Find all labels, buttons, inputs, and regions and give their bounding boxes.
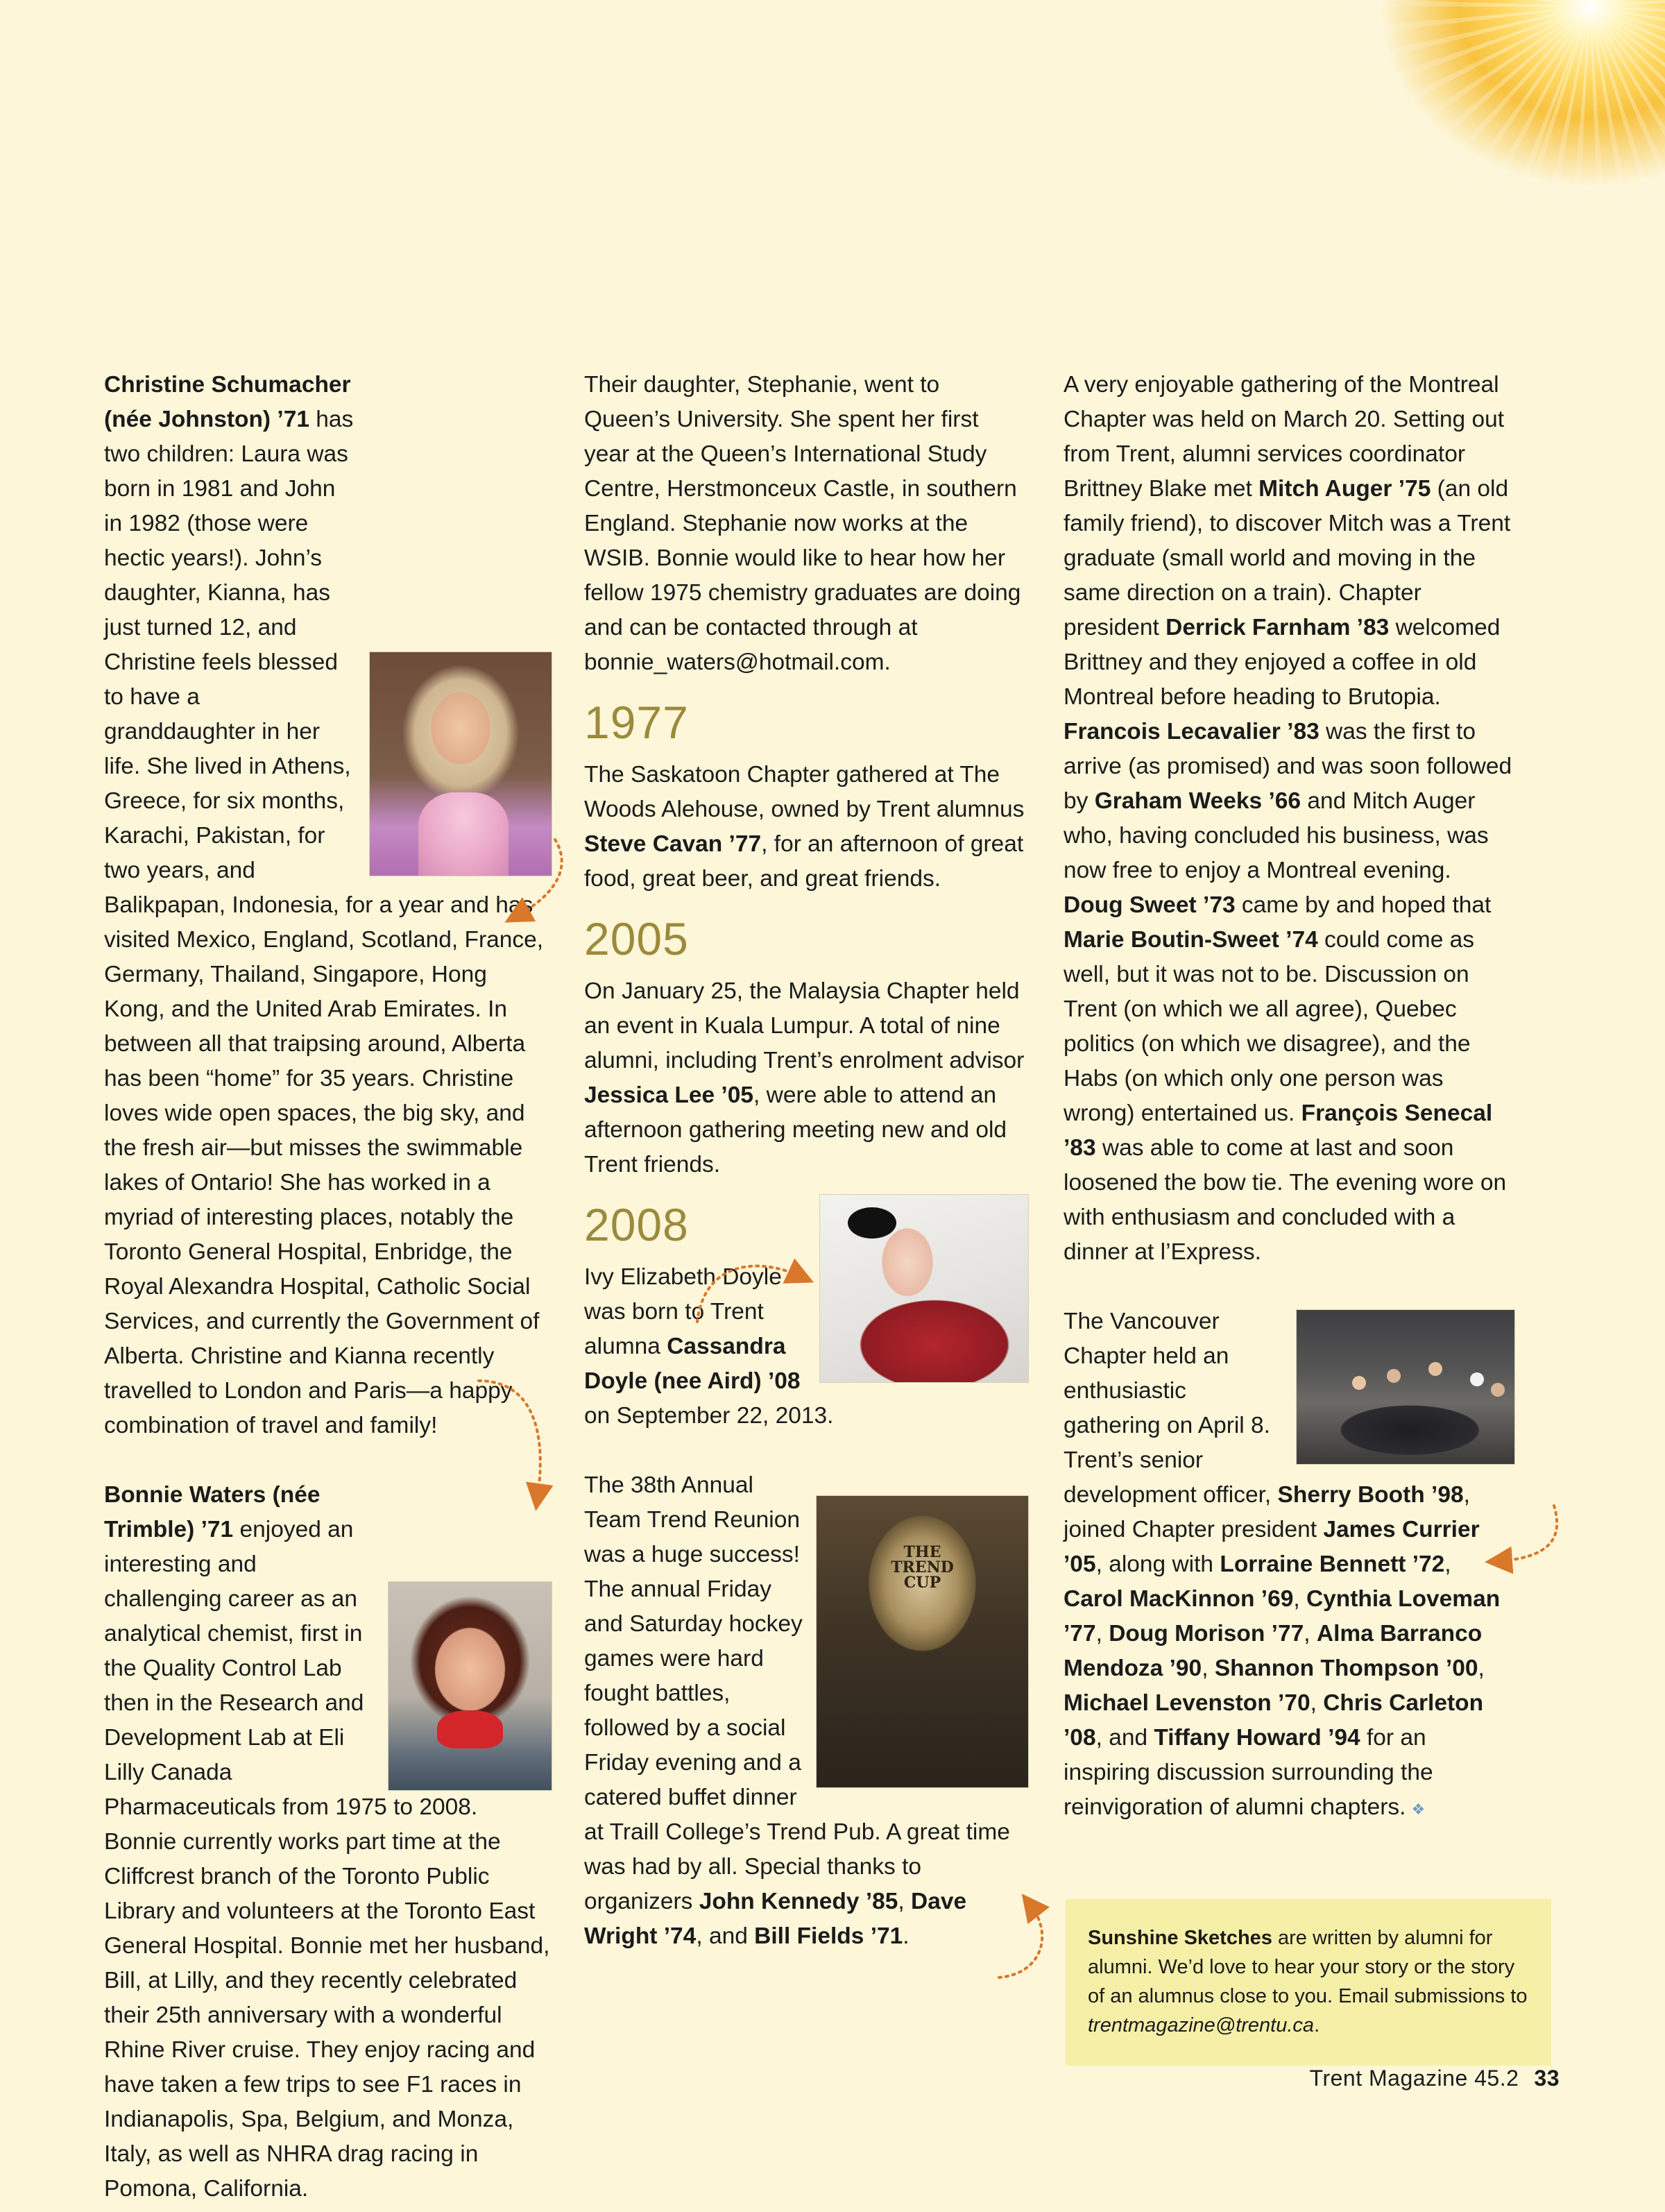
text: The Saskatoon Chapter gathered at The Woods Alehouse, owned by Trent alumnus: [584, 762, 1025, 822]
alumni-name: Sherry Booth ’98: [1277, 1482, 1464, 1508]
text: came by and hoped that: [1235, 892, 1492, 918]
alumni-name: Steve Cavan ’77: [584, 831, 762, 857]
alumni-name: Lorraine Bennett ’72: [1220, 1551, 1445, 1577]
arrow-vancouver-icon: [1498, 1506, 1557, 1561]
text: The Vancouver Chapter held an enthusiastic gathering on April 8. Trent’s senior development officer,: [1064, 1309, 1278, 1508]
text: A very enjoyable gathering of the Montreal Chapter was held on March 20. Setting out from Trent, alumni services coordinator Brittney Blake met: [1064, 372, 1505, 502]
alumni-name: Cassandra Doyle (nee Aird) ’08: [584, 1334, 801, 1394]
alumni-name: Bill Fields ’71: [754, 1923, 903, 1949]
text: ,: [1444, 1551, 1451, 1577]
alumni-name: Michael Levenston ’70: [1064, 1690, 1310, 1716]
text: On January 25, the Malaysia Chapter held an event in Kuala Lumpur. A total of nine alumni, including Trent’s enrolment advisor: [584, 978, 1025, 1073]
alumni-name: Cynthia Loveman ’77: [1064, 1586, 1501, 1647]
bonnie-text: enjoyed an interesting and challenging career as an analytical chemist, first in the Quality Control Lab then in the Research and Development Lab at Eli Lilly Canada Pharmaceuticals from 1975 to 2008. Bonnie currently works part time at the Cliffcrest branch of the Toronto Public Library and volunteers at the Toronto East General Hospital. Bonnie met her husband, Bill, at Lilly, and they recently celebrated their 25th anniversary with a wonderful Rhine River cruise. They enjoy racing and have taken a few trips to see F1 races in Indianapolis, Spa, Belgium, and Monza, Italy, as well as NHRA drag racing in Pomona, California.: [104, 1517, 550, 2202]
alumni-name: Francois Lecavalier ’83: [1064, 719, 1320, 745]
page-number: 33: [1534, 2066, 1560, 2091]
arrow-baby-icon: [697, 1266, 801, 1322]
alumni-name: François Senecal ’83: [1064, 1100, 1493, 1161]
text: , along with: [1095, 1551, 1220, 1577]
text: , joined Chapter president: [1064, 1482, 1470, 1542]
alumni-name: James Currier ’05: [1064, 1517, 1480, 1577]
alumni-name: Marie Boutin-Sweet ’74: [1064, 927, 1318, 953]
text: .: [903, 1923, 910, 1949]
text: , and: [1095, 1725, 1154, 1751]
alumni-name: Doug Morison ’77: [1109, 1621, 1304, 1647]
year-heading-1977: 1977: [584, 697, 689, 748]
note-text: are written by alumni for alumni. We’d love to hear your story or the story of an alumnus close to you. Email submissions to: [1088, 1927, 1528, 2007]
alumni-name: Carol MacKinnon ’69: [1064, 1586, 1294, 1612]
text: on September 22, 2013.: [584, 1403, 834, 1429]
year-heading-2008: 2008: [584, 1199, 689, 1250]
text: could come as well, but it was not to be. Discussion on Trent (on which we all agree), Quebec politics (on which we disagree), and the Habs (on which only one person was wrong) entertained us.: [1064, 927, 1475, 1126]
magazine-issue: Trent Magazine 45.2: [1309, 2066, 1519, 2091]
text: ,: [1478, 1656, 1485, 1681]
text: , for an afternoon of great food, great beer, and great friends.: [584, 831, 1024, 892]
text: welcomed Brittney and they enjoyed a coffee in old Montreal before heading to Brutopia.: [1064, 615, 1501, 710]
text: (an old family friend), to discover Mitch was a Trent graduate (small world and moving in the same direction on a train). Chapter president: [1064, 476, 1511, 640]
alumni-name: Tiffany Howard ’94: [1154, 1725, 1360, 1751]
alumni-name: Derrick Farnham ’83: [1166, 615, 1390, 640]
alumni-name: Alma Barranco Mendoza ’90: [1064, 1621, 1483, 1681]
christine-name: Christine Schumacher (née Johnston) ’71: [104, 372, 351, 432]
alumni-name: Graham Weeks ’66: [1094, 788, 1301, 814]
text: ,: [1202, 1656, 1215, 1681]
note-title: Sunshine Sketches: [1088, 1927, 1272, 1949]
text: The 38th Annual Team Trend Reunion was a huge success! The annual Friday and Saturday hockey games were hard fought battles, followed by a social Friday evening and a catered buffet dinner at Traill College’s Trend Pub. A great time was had by all. Special thanks to organizers: [584, 1472, 1010, 1914]
text: ,: [1310, 1690, 1324, 1716]
text: ,: [1095, 1621, 1109, 1647]
year-heading-2005: 2005: [584, 913, 689, 964]
note-email[interactable]: trentmagazine@trentu.ca: [1088, 2014, 1315, 2036]
arrow-bonnie-icon: [479, 1381, 540, 1497]
alumni-name: Mitch Auger ’75: [1258, 476, 1431, 502]
text: Ivy Elizabeth Doyle was born to Trent alumna: [584, 1264, 782, 1359]
christine-text: has two children: Laura was born in 1981 and John in 1982 (those were hectic years!). John’s daughter, Kianna, has just turned 12, and Christine feels blessed to have a granddaughter in her life. She lived in Athens, Greece, for six months, Karachi, Pakistan, for two years, and Balikpapan, Indonesia, for a year and has visited Mexico, England, Scotland, France, Germany, Thailand, Singapore, Hong Kong, and the United Arab Emirates. In between all that traipsing around, Alberta has been “home” for 35 years. Christine loves wide open spaces, the big sky, and the fresh air—but misses the swimmable lakes of Ontario! She has worked in a myriad of interesting places, notably the Toronto General Hospital, Enbridge, the Royal Alexandra Hospital, Catholic Social Services, and currently the Government of Alberta. Christine and Kianna recently travelled to London and Paris—a happy combination of travel and family!: [104, 407, 544, 1438]
text: was able to come at last and soon loosened the bow tie. The evening wore on with enthusiasm and concluded with a dinner at l’Express.: [1064, 1135, 1507, 1265]
bonnie-continued: Their daughter, Stephanie, went to Queen’s University. She spent her first year at the Queen’s International Study Centre, Herstmonceux Castle, in southern England. Stephanie now works at the WSIB. Bonnie would like to hear how her fellow 1975 chemistry graduates are doing and can be contacted through at bonnie_waters@hotmail.com.: [584, 372, 1021, 675]
alumni-name: Dave Wright ’74: [584, 1889, 967, 1949]
text: and Mitch Auger who, having concluded his business, was now free to enjoy a Montreal evening.: [1064, 788, 1489, 883]
alumni-name: Jessica Lee ’05: [584, 1082, 754, 1108]
text: for an inspiring discussion surrounding the reinvigoration of alumni chapters.: [1064, 1725, 1433, 1820]
bonnie-name: Bonnie Waters (née Trimble) ’71: [104, 1482, 321, 1542]
text: ,: [898, 1889, 912, 1914]
alumni-name: John Kennedy ’85: [699, 1889, 898, 1914]
alumni-name: Doug Sweet ’73: [1064, 892, 1236, 918]
note-text-end: .: [1314, 2014, 1320, 2036]
text: ,: [1293, 1586, 1306, 1612]
end-mark-icon: ❖: [1411, 1801, 1426, 1818]
arrow-trophy-icon: [999, 1905, 1042, 1977]
text: , and: [696, 1923, 755, 1949]
text: , were able to attend an afternoon gathering meeting new and old Trent friends.: [584, 1082, 1007, 1177]
alumni-name: Chris Carleton ’08: [1064, 1690, 1484, 1751]
text: was the first to arrive (as promised) and was soon followed by: [1064, 719, 1512, 814]
alumni-name: Shannon Thompson ’00: [1214, 1656, 1478, 1681]
arrow-christine-icon: [517, 840, 562, 916]
text: ,: [1304, 1621, 1317, 1647]
